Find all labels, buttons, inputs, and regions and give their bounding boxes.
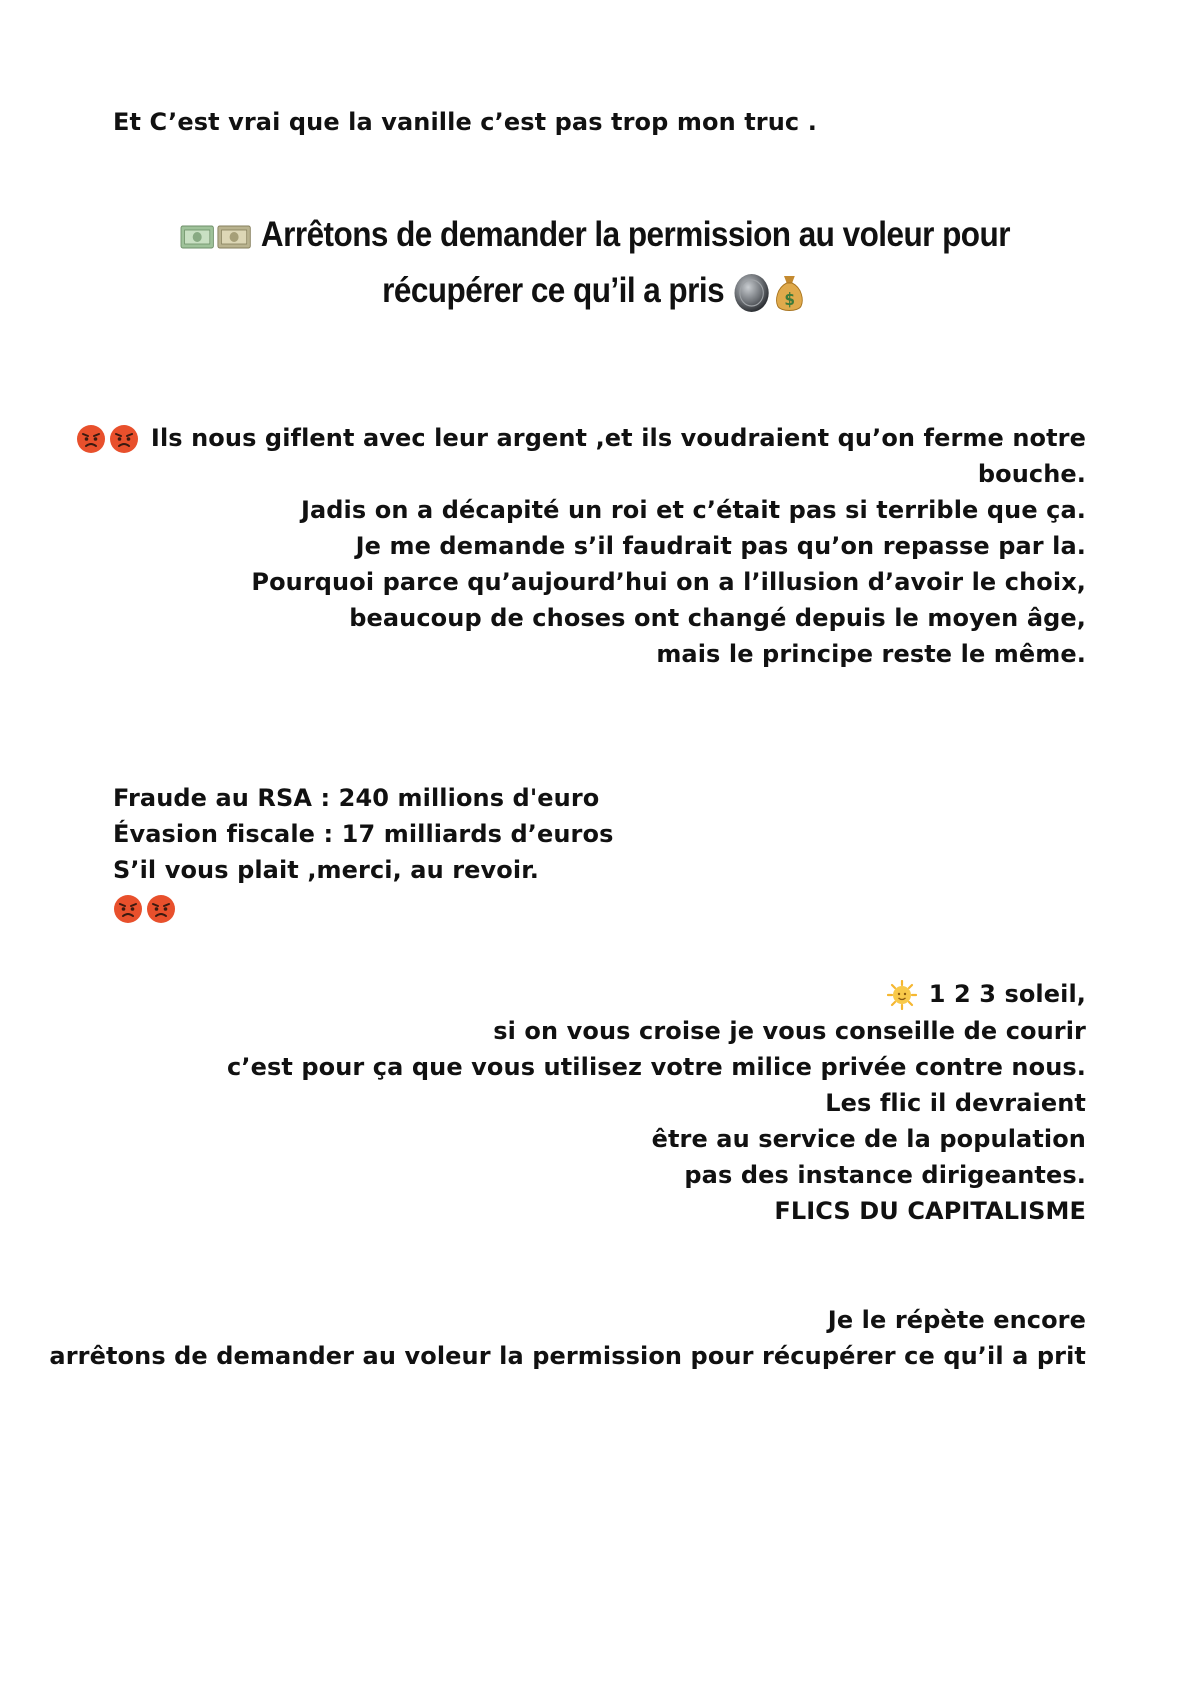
stanza4-line-2: arrêtons de demander au voleur la permission pour récupérer ce qu’il a prit [49, 1342, 1086, 1370]
stanza4-line-1: Je le répète encore [827, 1306, 1086, 1334]
yen-banknote-icon [217, 224, 251, 250]
stanza3-line-2: si on vous croise je vous conseille de courir [493, 1017, 1086, 1045]
page-title [60, 206, 1131, 264]
stanza1-line-2: bouche. [977, 460, 1086, 488]
stanza1-line-5: Pourquoi parce qu’aujourd’hui on a l’illusion d’avoir le choix, [251, 568, 1086, 596]
stanza3-line-6: pas des instance dirigeantes. [684, 1161, 1086, 1189]
stanza3-line-7: FLICS DU CAPITALISME [774, 1197, 1086, 1225]
stanza2-line-1: Fraude au RSA : 240 millions d'euro [113, 784, 600, 812]
stanza3-line-1-text: 1 2 3 soleil, [928, 980, 1086, 1008]
money-bag-icon [773, 272, 805, 314]
stanza3-line-3: c’est pour ça que vous utilisez votre milice privée contre nous. [227, 1053, 1086, 1081]
intro-line: Et C’est vrai que la vanille c’est pas trop mon truc . [113, 108, 817, 136]
sun-face-icon [887, 980, 917, 1010]
angry-face-icon [109, 424, 139, 454]
angry-face-icon [113, 894, 143, 924]
stanza1-line-1-text: Ils nous giflent avec leur argent ,et ils voudraient qu’on ferme notre [150, 424, 1086, 452]
stanza3-line-5: être au service de la population [651, 1125, 1086, 1153]
title-line-1: Arrêtons de demander la permission au voleur pour [260, 215, 1010, 254]
coin-icon [732, 272, 770, 314]
stanza2-line-3: S’il vous plait ,merci, au revoir. [113, 856, 539, 884]
angry-face-icon [76, 424, 106, 454]
title-line-2: récupérer ce qu’il a pris [382, 271, 725, 310]
stanza2-emoji-row [113, 890, 179, 926]
stanza1-line-1 [76, 420, 1086, 456]
angry-face-icon [146, 894, 176, 924]
stanza3-line-1 [887, 976, 1086, 1012]
stanza1-line-3: Jadis on a décapité un roi et c’était pas si terrible que ça. [300, 496, 1086, 524]
stanza3-line-4: Les flic il devraient [825, 1089, 1086, 1117]
stanza2-line-2: Évasion fiscale : 17 milliards d’euros [113, 820, 614, 848]
euro-banknote-icon [180, 224, 214, 250]
stanza1-line-7: mais le principe reste le même. [656, 640, 1086, 668]
stanza1-line-4: Je me demande s’il faudrait pas qu’on repasse par la. [355, 532, 1086, 560]
stanza1-line-6: beaucoup de choses ont changé depuis le moyen âge, [349, 604, 1086, 632]
svg-text:$: $ [783, 288, 795, 309]
page-title-continued [60, 262, 1131, 320]
